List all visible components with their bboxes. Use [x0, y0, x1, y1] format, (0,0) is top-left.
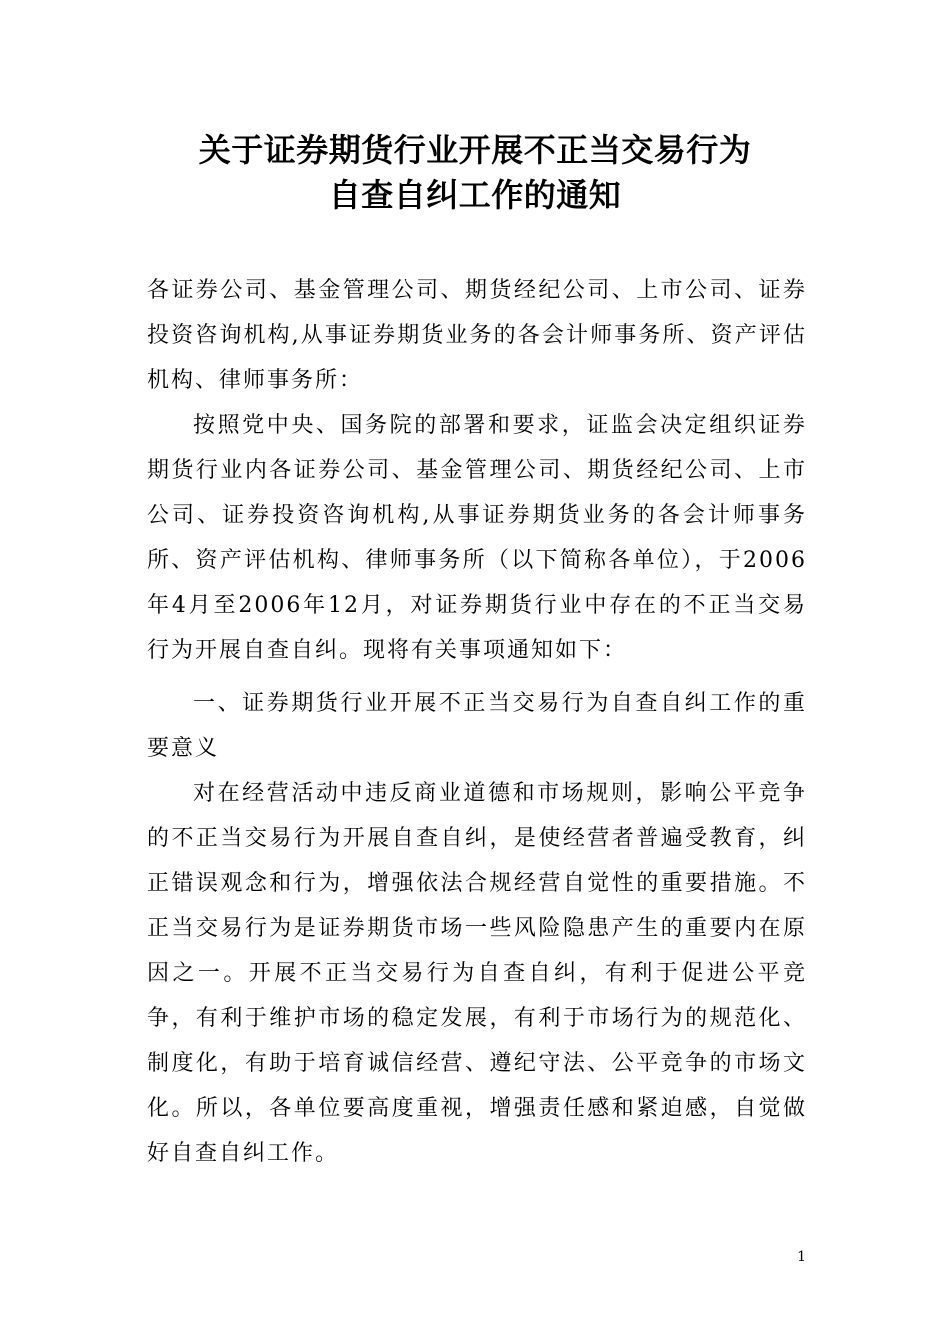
- section-heading: 一、证券期货行业开展不正当交易行为自查自纠工作的重要意义: [147, 691, 807, 761]
- document-title-line1: 关于证券期货行业开展不正当交易行为: [198, 131, 752, 169]
- document-body: [147, 268, 807, 1176]
- section-paragraph: 对在经营活动中违反商业道德和市场规则，影响公平竞争的不正当交易行为开展自查自纠，是使经营者普遍受教育，纠正错误观念和行为，增强依法合规经营自觉性的重要措施。不正当交易行为是证券期货市场一些风险隐患产生的重要内在原因之一。开展不正当交易行为自查自纠，有利于促进公平竞争，有利于维护市场的稳定发展，有利于市场行为的规范化、制度化，有助于培育诚信经营、遵纪守法、公平竞争的市场文化。所以，各单位要高度重视，增强责任感和紧迫感，自觉做好自查自纠工作。: [147, 781, 807, 1166]
- document-title-line2: 自查自纠工作的通知: [328, 176, 622, 214]
- salutation-paragraph: 各证券公司、基金管理公司、期货经纪公司、上市公司、证券投资咨询机构,从事证券期货业务的各会计师事务所、资产评估机构、律师事务所：: [147, 278, 807, 393]
- intro-paragraph: 按照党中央、国务院的部署和要求，证监会决定组织证券期货行业内各证券公司、基金管理公司、期货经纪公司、上市公司、证券投资咨询机构,从事证券期货业务的各会计师事务所、资产评估机构、律师事务所（以下简称各单位），于2006年4月至2006年12月，对证券期货行业中存在的不正当交易行为开展自查自纠。现将有关事项通知如下：: [147, 413, 807, 663]
- page-number: 1: [797, 1249, 806, 1265]
